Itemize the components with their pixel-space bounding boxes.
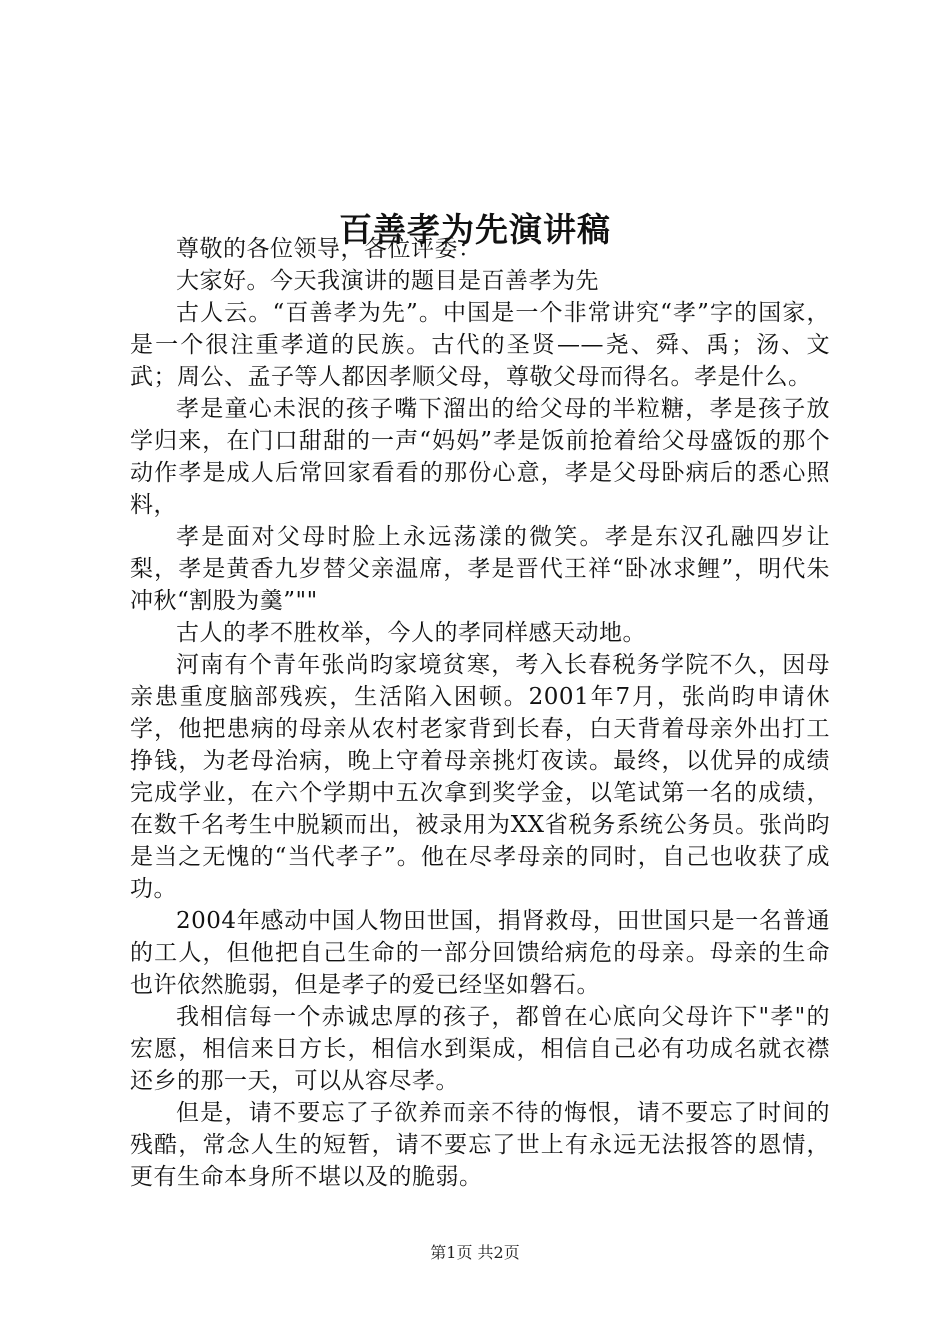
page-footer bbox=[0, 1241, 950, 1265]
document-title: 百善孝为先演讲稿 bbox=[339, 210, 611, 250]
paragraph: 孝是童心未泯的孩子嘴下溜出的给父母的半粒糖，孝是孩子放学归来，在门口甜甜的一声“妈妈”孝是饭前抢着给父母盛饭的那个动作孝是成人后常回家看看的那份心意，孝是父母卧病后的悉心照料， bbox=[130, 396, 830, 518]
page-indicator: 第1页 共2页 bbox=[430, 1243, 520, 1262]
paragraph-salutation: 尊敬的各位领导，各位评委： bbox=[176, 236, 482, 262]
paragraph-greeting: 大家好。今天我演讲的题目是百善孝为先 bbox=[176, 268, 599, 294]
paragraph: 2004年感动中国人物田世国，捐肾救母，田世国只是一名普通的工人，但他把自己生命的一部分回馈给病危的母亲。母亲的生命也许依然脆弱，但是孝子的爱已经坚如磐石。 bbox=[130, 908, 830, 998]
paragraph: 孝是面对父母时脸上永远荡漾的微笑。孝是东汉孔融四岁让梨，孝是黄香九岁替父亲温席，孝是晋代王祥“卧冰求鲤”，明代朱冲秋“割股为羹”"" bbox=[130, 524, 830, 614]
paragraph: 古人云。“百善孝为先”。中国是一个非常讲究“孝”字的国家，是一个很注重孝道的民族。古代的圣贤——尧、舜、禹；汤、文武；周公、孟子等人都因孝顺父母，尊敬父母而得名。孝是什么。 bbox=[130, 300, 830, 390]
paragraph: 古人的孝不胜枚举，今人的孝同样感天动地。 bbox=[176, 620, 646, 646]
paragraph: 但是，请不要忘了子欲养而亲不待的悔恨，请不要忘了时间的残酷，常念人生的短暂，请不要忘了世上有永远无法报答的恩情，更有生命本身所不堪以及的脆弱。 bbox=[130, 1100, 830, 1190]
paragraph: 河南有个青年张尚昀家境贫寒，考入长春税务学院不久，因母亲患重度脑部残疾，生活陷入困顿。2001年7月，张尚昀申请休学，他把患病的母亲从农村老家背到长春，白天背着母亲外出打工挣钱，为老母治病，晚上守着母亲挑灯夜读。最终，以优异的成绩完成学业，在六个学期中五次拿到奖学金，以笔试第一名的成绩，在数千名考生中脱颖而出，被录用为XX省税务系统公务员。张尚昀是当之无愧的“当代孝子”。他在尽孝母亲的同时，自己也收获了成功。 bbox=[130, 652, 830, 902]
paragraph: 我相信每一个赤诚忠厚的孩子，都曾在心底向父母许下"孝"的宏愿，相信来日方长，相信水到渠成，相信自己必有功成名就衣襟还乡的那一天，可以从容尽孝。 bbox=[130, 1004, 830, 1094]
document-body bbox=[130, 233, 830, 1193]
